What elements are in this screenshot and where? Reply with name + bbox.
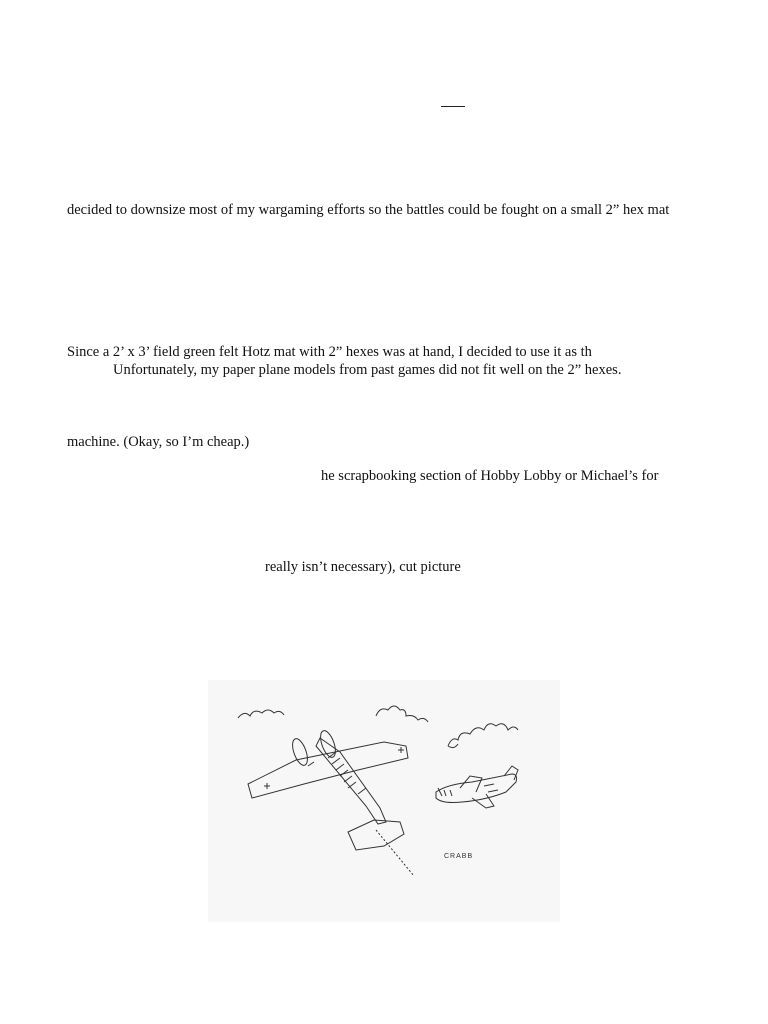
text-line-cut-picture: really isn’t necessary), cut picture	[265, 559, 461, 575]
text-line-hotz-mat: Since a 2’ x 3’ field green felt Hotz mat with 2” hexes was at hand, I decided to use it as th	[67, 344, 592, 360]
title-underline	[441, 106, 465, 107]
aircraft-illustration	[208, 680, 560, 922]
text-line-paper-planes: Unfortunately, my paper plane models from past games did not fit well on the 2” hexes.	[113, 362, 622, 378]
fighter-plane	[436, 766, 518, 808]
cloud-left	[238, 710, 284, 718]
text-line-downsize: decided to downsize most of my wargaming efforts so the battles could be fought on a small 2” hex mat	[67, 202, 670, 218]
cloud-right	[448, 724, 518, 748]
dogfight-sketch	[208, 680, 560, 922]
text-line-scrapbooking: he scrapbooking section of Hobby Lobby or Michael’s for	[321, 468, 659, 484]
artist-signature: CRABB	[444, 853, 474, 860]
bomber-plane	[248, 729, 414, 876]
text-line-cheap: machine. (Okay, so I’m cheap.)	[67, 434, 250, 450]
cloud-middle	[376, 706, 428, 722]
